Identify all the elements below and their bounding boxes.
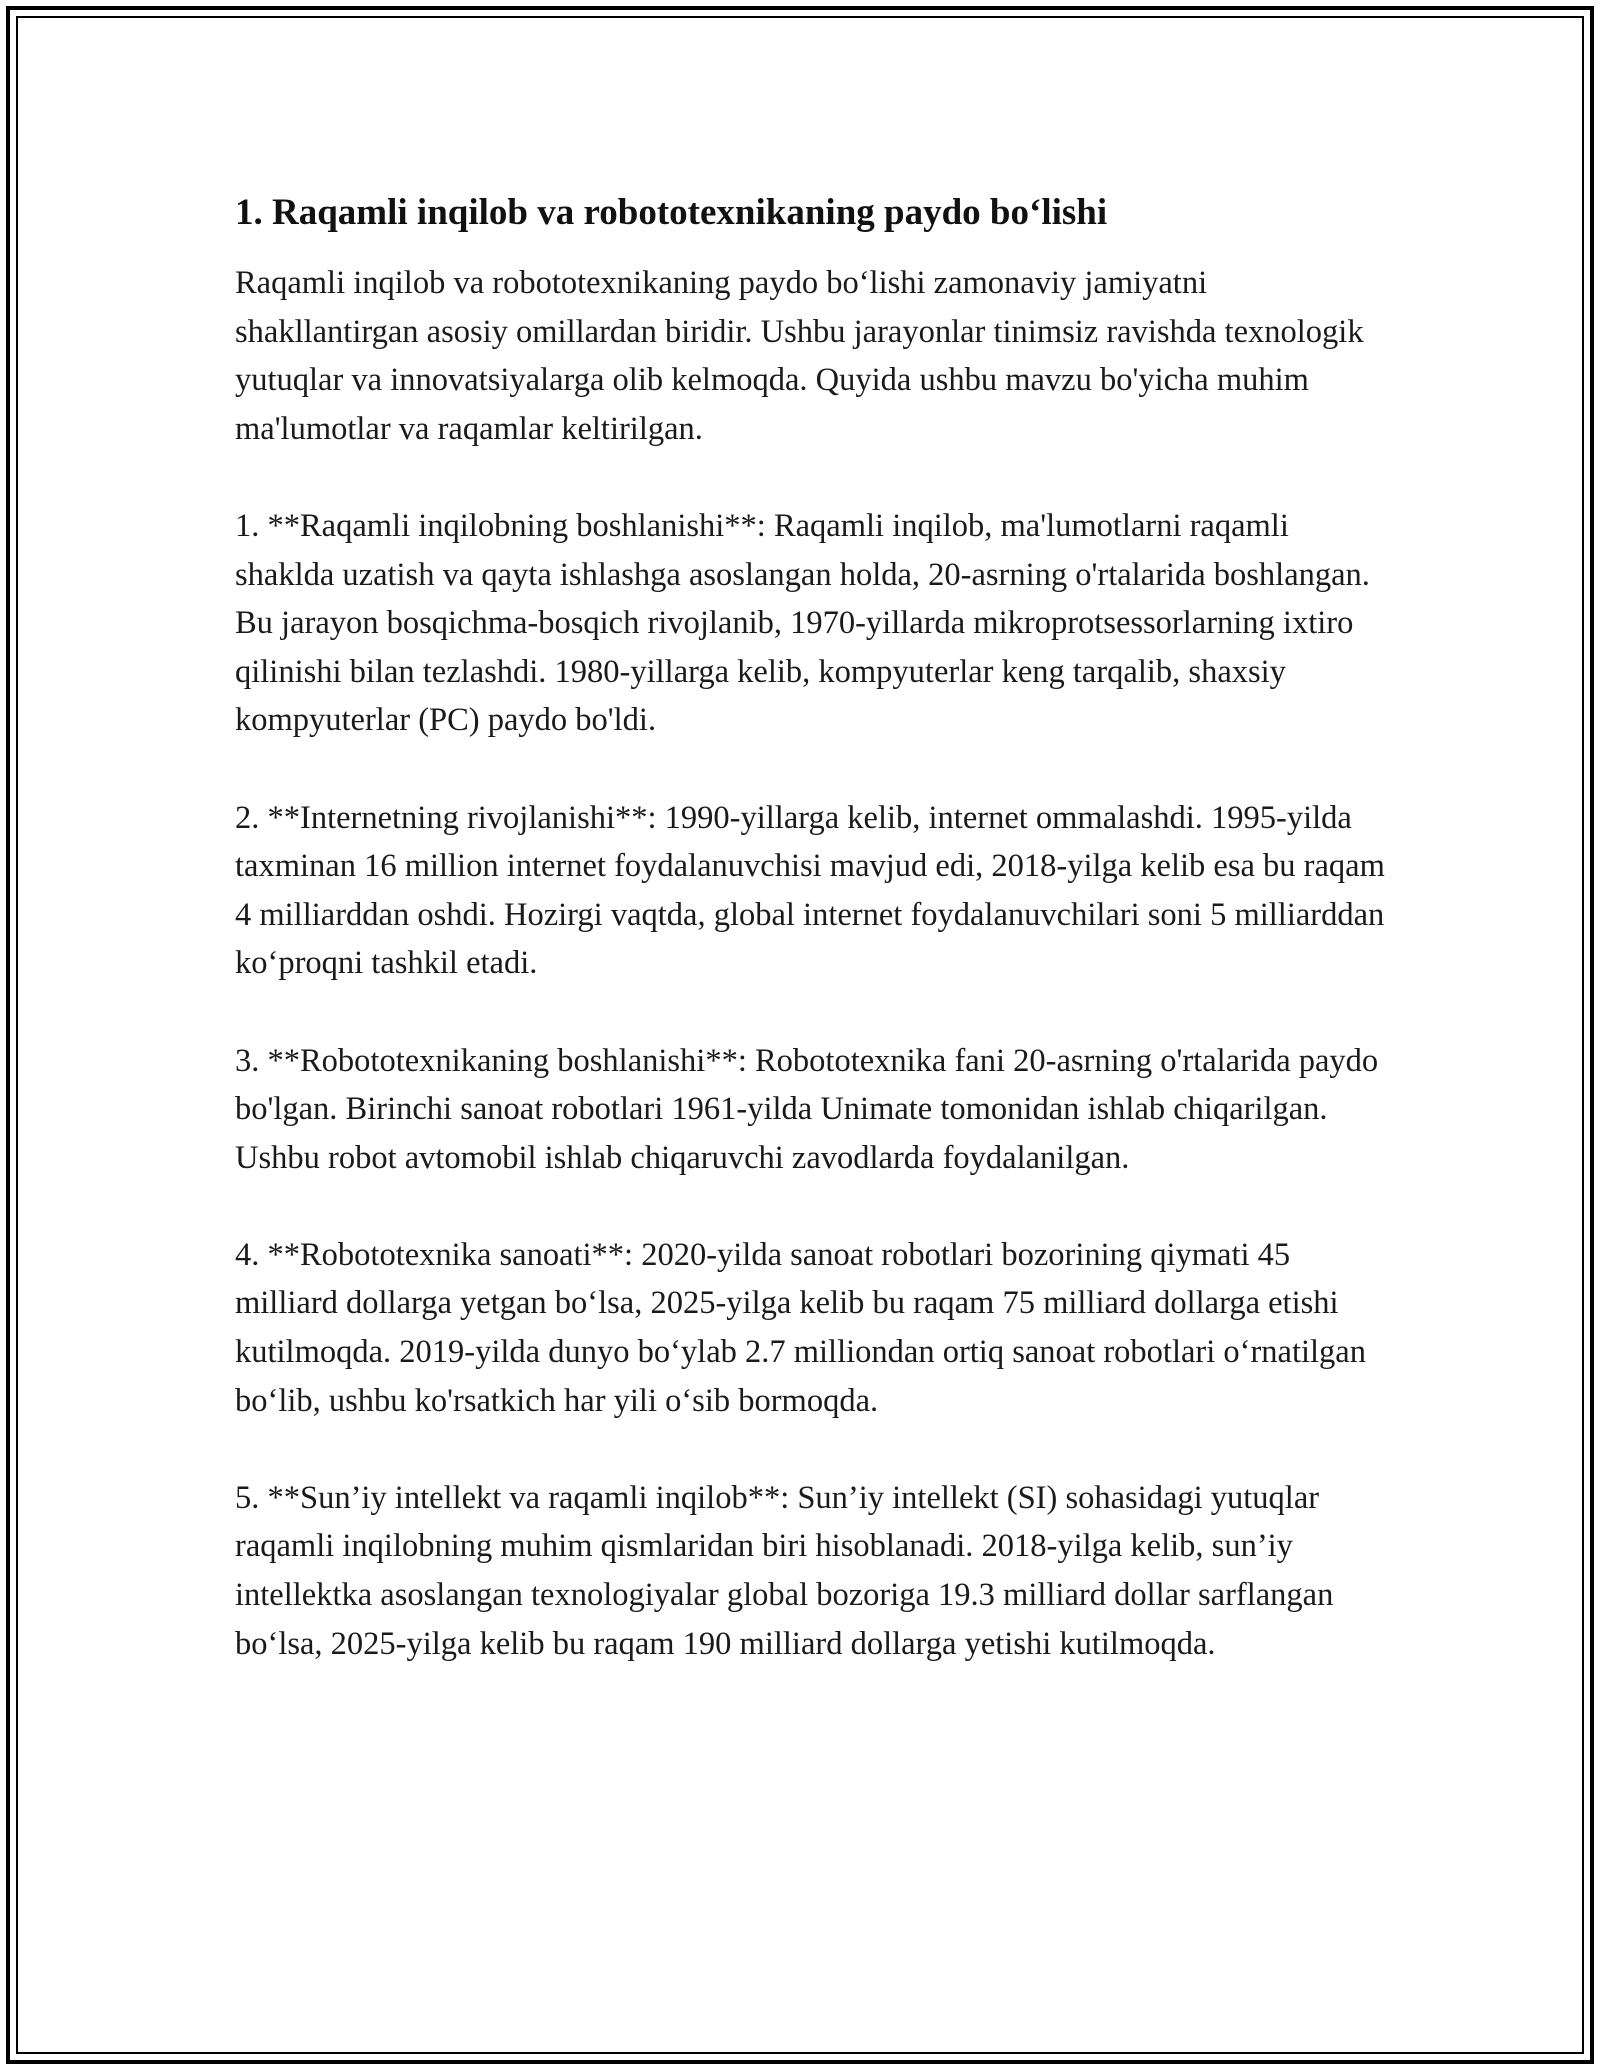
list-item: 2. **Internetning rivojlanishi**: 1990-yillarga kelib, internet ommalashdi. 1995-yilda taxminan 16 million internet foydalanuvchisi mavjud edi, 2018-yilga kelib esa bu raqam 4 milliarddan oshdi. Hozirgi vaqtda, global internet foydalanuvchilari soni 5 milliarddan ko‘proqni tashkil etadi. — [235, 799, 1385, 982]
document-title: 1. Raqamli inqilob va robototexnikaning paydo bo‘lishi — [235, 192, 1108, 233]
document-body — [235, 190, 1385, 1668]
list-item: 1. **Raqamli inqilobning boshlanishi**: Raqamli inqilob, ma'lumotlarni raqamli shaklda uzatish va qayta ishlashga asoslangan holda, 20-asrning o'rtalarida boshlangan. Bu jarayon bosqichma-bosqich rivojlanib, 1970-yillarda mikroprotsessorlarning ixtiro qilinishi bilan tezlashdi. 1980-yillarga kelib, kompyuterlar keng tarqalib, shaxsiy kompyuterlar (PC) paydo bo'ldi. — [235, 507, 1370, 739]
list-item: 5. **Sun’iy intellekt va raqamli inqilob**: Sun’iy intellekt (SI) sohasidagi yutuqlar raqamli inqilobning muhim qismlaridan biri hisoblanadi. 2018-yilga kelib, sun’iy intellektka asoslangan texnologiyalar global bozoriga 19.3 milliard dollar sarflangan bo‘lsa, 2025-yilga kelib bu raqam 190 milliard dollarga yetishi kutilmoqda. — [235, 1479, 1334, 1662]
list-item: 4. **Robototexnika sanoati**: 2020-yilda sanoat robotlari bozorining qiymati 45 milliard dollarga yetgan bo‘lsa, 2025-yilga kelib bu raqam 75 milliard dollarga etishi kutilmoqda. 2019-yilda dunyo bo‘ylab 2.7 milliondan ortiq sanoat robotlari o‘rnatilgan bo‘lib, ushbu ko'rsatkich har yili o‘sib bormoqda. — [235, 1236, 1366, 1419]
intro-paragraph: Raqamli inqilob va robototexnikaning paydo bo‘lishi zamonaviy jamiyatni shakllantirgan asosiy omillardan biridir. Ushbu jarayonlar tinimsiz ravishda texnologik yutuqlar va innovatsiyalarga olib kelmoqda. Quyida ushbu mavzu bo'yicha muhim ma'lumotlar va raqamlar keltirilgan. — [235, 265, 1364, 447]
list-item: 3. **Robototexnikaning boshlanishi**: Robototexnika fani 20-asrning o'rtalarida paydo bo'lgan. Birinchi sanoat robotlari 1961-yilda Unimate tomonidan ishlab chiqarilgan. Ushbu robot avtomobil ishlab chiqaruvchi zavodlarda foydalanilgan. — [235, 1042, 1379, 1176]
